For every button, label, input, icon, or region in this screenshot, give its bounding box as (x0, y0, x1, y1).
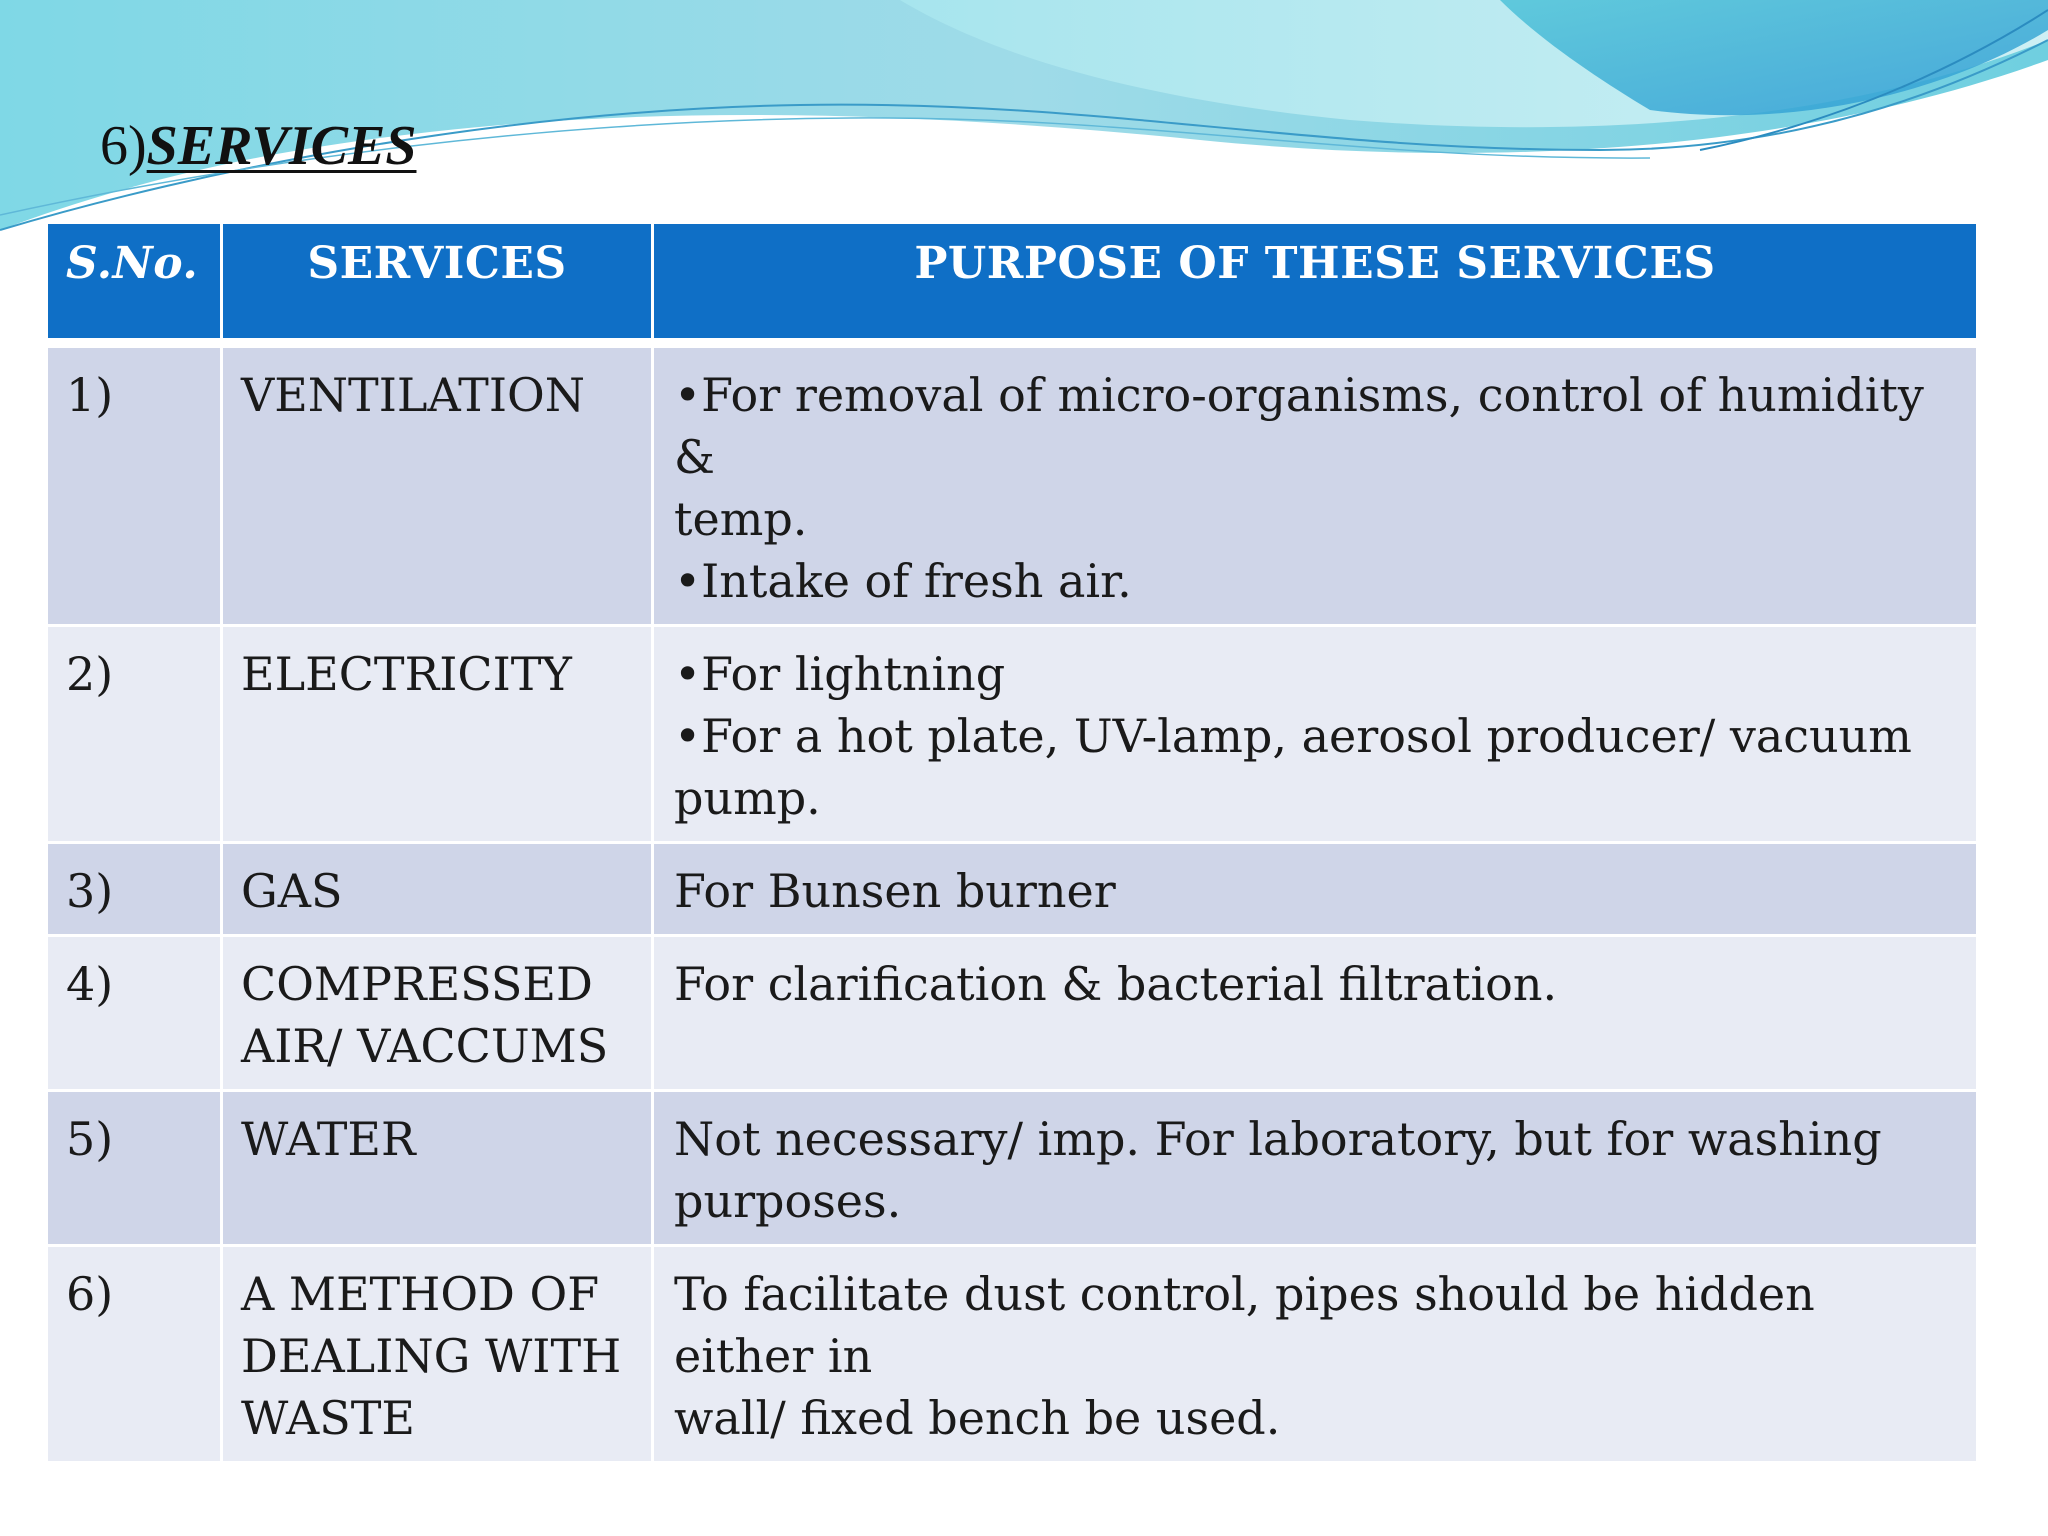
purpose-line: wall/ fixed bench be used. (674, 1391, 1281, 1445)
purpose-line: For clarification & bacterial filtration. (674, 957, 1558, 1011)
row-sno: 1) (48, 348, 220, 624)
service-line: WATER (241, 1112, 416, 1166)
purpose-line: For Bunsen burner (674, 864, 1116, 918)
slide-title (100, 115, 417, 177)
header-services: SERVICES (223, 224, 651, 338)
service-line: COMPRESSED (241, 957, 593, 1011)
purpose-line: •Intake of fresh air. (674, 554, 1132, 608)
table-row (48, 937, 1976, 1089)
row-service (223, 1247, 651, 1461)
service-line: VENTILATION (241, 368, 585, 422)
row-purpose (654, 844, 1976, 934)
table-header-row (48, 224, 1976, 338)
purpose-line: To facilitate dust control, pipes should be hidden either in (674, 1267, 1815, 1383)
row-sno: 6) (48, 1247, 220, 1461)
slide-title-heading: SERVICES (146, 115, 417, 177)
row-purpose (654, 937, 1976, 1089)
row-sno: 2) (48, 627, 220, 841)
table-row (48, 1247, 1976, 1461)
header-sno: S.No. (48, 224, 220, 338)
row-service (223, 348, 651, 624)
table-row (48, 1092, 1976, 1244)
table-row (48, 348, 1976, 624)
service-line: DEALING WITH (241, 1329, 622, 1383)
services-table (45, 221, 1979, 1464)
row-sno: 3) (48, 844, 220, 934)
row-service (223, 937, 651, 1089)
purpose-line: •For removal of micro-organisms, control of humidity & (674, 368, 1924, 484)
purpose-line: temp. (674, 492, 808, 546)
row-service (223, 844, 651, 934)
purpose-line: Not necessary/ imp. For laboratory, but for washing (674, 1112, 1882, 1166)
service-line: ELECTRICITY (241, 647, 572, 701)
row-purpose (654, 1092, 1976, 1244)
row-purpose (654, 348, 1976, 624)
service-line: AIR/ VACCUMS (241, 1019, 609, 1073)
table-row (48, 844, 1976, 934)
service-line: GAS (241, 864, 343, 918)
row-sno: 5) (48, 1092, 220, 1244)
service-line: WASTE (241, 1391, 415, 1445)
header-purpose: PURPOSE OF THESE SERVICES (654, 224, 1976, 338)
purpose-line: •For a hot plate, UV-lamp, aerosol producer/ vacuum (674, 709, 1912, 763)
row-service (223, 627, 651, 841)
row-service (223, 1092, 651, 1244)
purpose-line: •For lightning (674, 647, 1006, 701)
purpose-line: purposes. (674, 1174, 902, 1228)
row-purpose (654, 627, 1976, 841)
slide-title-number: 6) (100, 115, 147, 177)
table-row (48, 627, 1976, 841)
row-purpose (654, 1247, 1976, 1461)
service-line: A METHOD OF (241, 1267, 600, 1321)
purpose-line: pump. (674, 771, 821, 825)
row-sno: 4) (48, 937, 220, 1089)
